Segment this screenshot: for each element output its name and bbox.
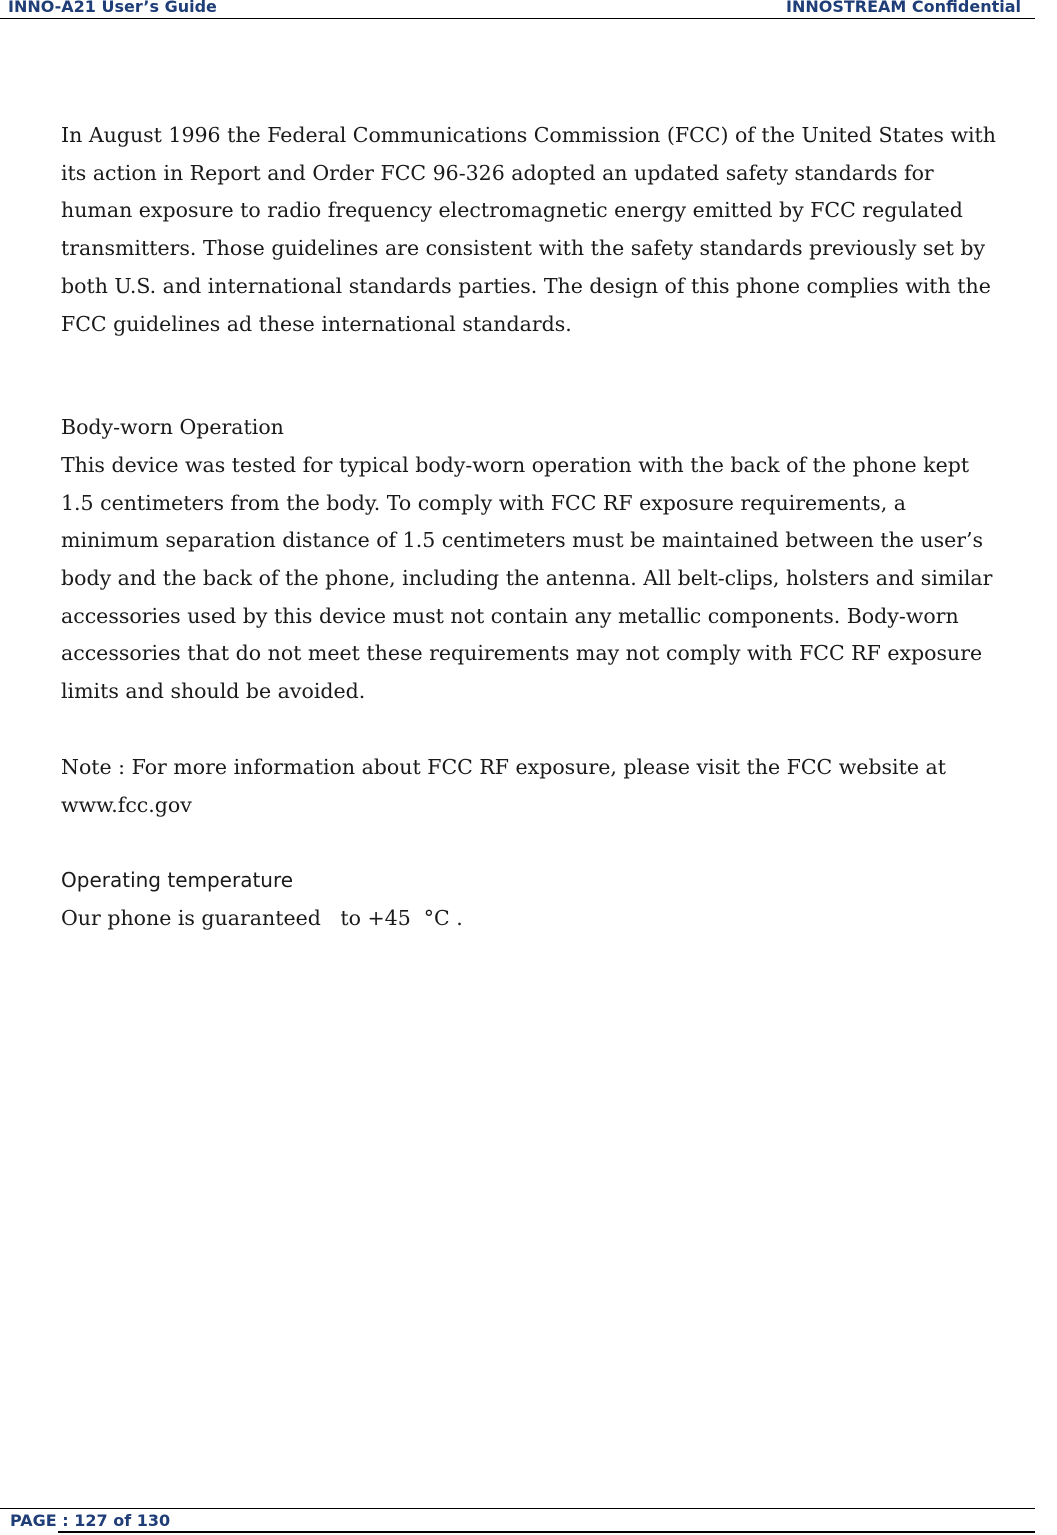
body-worn-line: accessories used by this device must not contain any metallic components. Body-worn — [61, 603, 959, 628]
note-line: Note : For more information about FCC RF exposure, please visit the FCC website at — [61, 754, 946, 779]
operating-temp-heading: Operating temperature — [61, 868, 294, 893]
intro-line: FCC guidelines ad these international standards. — [61, 311, 572, 336]
intro-line: its action in Report and Order FCC 96-326 adopted an updated safety standards for — [61, 160, 934, 185]
body-worn-section — [61, 409, 1049, 711]
header-confidential-label: INNOSTREAM Confidential — [786, 0, 1021, 16]
page-number: PAGE : 127 of 130 — [10, 1511, 171, 1530]
spacer — [61, 824, 1049, 862]
intro-line: In August 1996 the Federal Communications Commission (FCC) of the United States with — [61, 123, 996, 147]
intro-paragraph — [61, 117, 1049, 343]
body-worn-line: minimum separation distance of 1.5 centimeters must be maintained between the user’s — [61, 528, 984, 553]
intro-line: both U.S. and international standards parties. The design of this phone complies with the — [61, 273, 991, 298]
note-section — [61, 749, 1049, 824]
page-header — [0, 0, 1035, 19]
page-body — [61, 117, 1049, 938]
body-worn-line: This device was tested for typical body-worn operation with the back of the phone kept — [61, 452, 970, 477]
operating-temp-section — [61, 862, 1049, 937]
header-doc-title: INNO-A21 User’s Guide — [8, 0, 217, 16]
body-worn-line: accessories that do not meet these requirements may not comply with FCC RF exposure — [61, 641, 983, 666]
body-worn-line: limits and should be avoided. — [61, 679, 366, 704]
body-worn-heading: Body-worn Operation — [61, 415, 284, 440]
intro-line: human exposure to radio frequency electromagnetic energy emitted by FCC regulated — [61, 198, 963, 223]
operating-temp-line: Our phone is guaranteed to +45 °C . — [61, 905, 463, 930]
note-url: www.fcc.gov — [61, 792, 192, 817]
body-worn-line: body and the back of the phone, including the antenna. All belt-clips, holsters and similar — [61, 566, 993, 591]
body-worn-line: 1.5 centimeters from the body. To comply with FCC RF exposure requirements, a — [61, 490, 906, 515]
spacer — [61, 343, 1049, 409]
footer-rule — [58, 1531, 1035, 1533]
page-footer — [0, 1508, 1035, 1535]
intro-line: transmitters. Those guidelines are consistent with the safety standards previously set by — [61, 236, 986, 261]
spacer — [61, 711, 1049, 749]
